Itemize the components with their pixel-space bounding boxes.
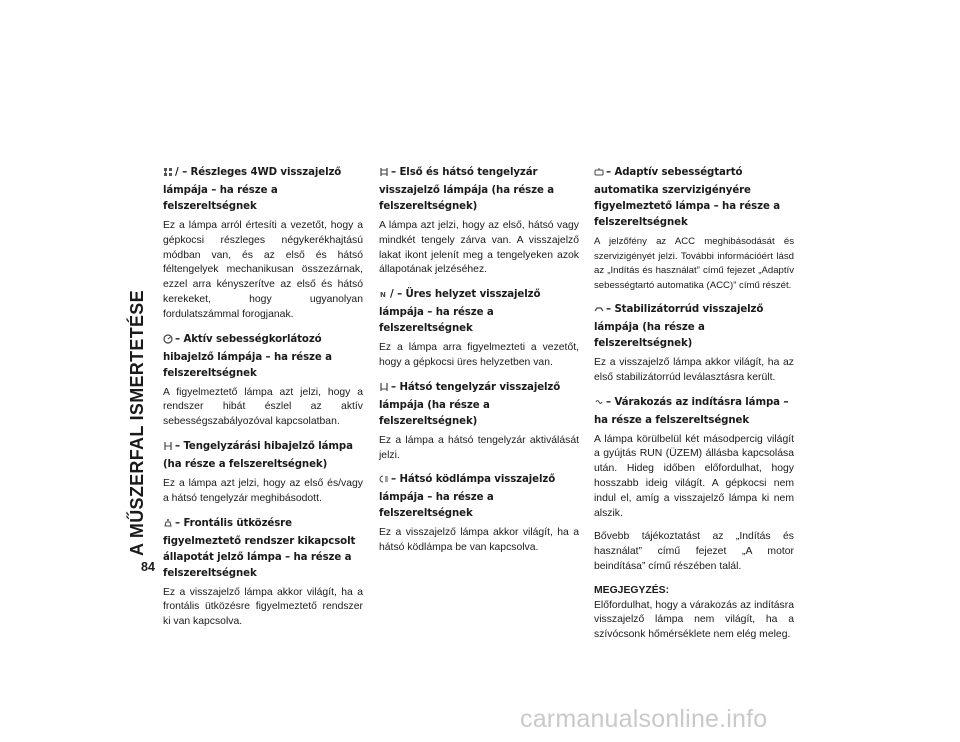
speed-limiter-fault-icon: [163, 334, 173, 350]
neutral-n-icon: [379, 289, 388, 305]
watermark: carmanualsonline.info: [520, 705, 768, 733]
note: [594, 584, 794, 643]
section-front-rear-axle-lock: [379, 165, 579, 278]
section-speed-limiter-fault: [163, 332, 363, 430]
section-body: Ez a visszajelző lámpa akkor világít, ha az első stabilizátorrúd leválasztásra került.: [594, 357, 794, 383]
forward-collision-off-icon: [163, 518, 173, 534]
note-text: Előfordulhat, hogy a várakozás az indításra visszajelző lámpa nem világít, ha a szívócsonk hőmérséklete nem elég meleg.: [594, 599, 794, 641]
rear-axle-lock-icon: [379, 382, 389, 398]
section-body: A lámpa azt jelzi, hogy az első, hátsó vagy mindkét tengely zárva van. A visszajelző lakat ikont jelenít meg a tengelyeken azok állapotának jelzéséhez.: [379, 220, 579, 276]
column-1: [163, 165, 363, 639]
section-heading: – Hátsó tengelyzár visszajelző lámpája (ha része a felszereltségnek): [379, 381, 561, 427]
wait-to-start-icon: [594, 397, 604, 413]
column-2: [379, 165, 579, 565]
section-heading: – Adaptív sebességtartó automatika szervizigényére figyelmeztető lámpa – ha része a felszereltségnek: [594, 167, 780, 228]
adaptive-cruise-service-icon: [594, 167, 604, 183]
section-rear-axle-lock: [379, 380, 579, 464]
section-body: Ez a lámpa a hátsó tengelyzár aktiválását jelzi.: [379, 434, 579, 461]
section-body: Ez a visszajelző lámpa akkor világít, ha a frontális ütközésre figyelmeztető rendszer ki van kapcsolva.: [163, 586, 363, 628]
axle-lock-fault-icon: [163, 441, 173, 457]
section-body: Ez a lámpa arról értesíti a vezetőt, hogy a gépkocsi részleges négykerékhajtású módban van, és az első és hátsó féltengelyek mechanikusan összezárnak, ezzel arra kényszerítve az első és hátsó kerekeket, hogy ugyanolyan fordulatszámmal forogjanak.: [163, 220, 363, 320]
page-number: 84: [141, 560, 155, 574]
section-heading: N / – Üres helyzet visszajelző lámpája – ha része a felszereltségnek: [379, 289, 541, 335]
section-body: Ez a lámpa azt jelzi, hogy az első és/vagy a hátsó tengelyzár meghibásodott.: [163, 477, 363, 504]
4wd-part-time-icon: [163, 167, 173, 183]
section-body: A jelzőfény az ACC meghibásodását és szervizigényét jelzi. További információért lásd az „Indítás és használat” című fejezet „Adaptív sebességtartó automatika (ACC)” című részét.: [594, 236, 794, 291]
section-body: Ez a lámpa arra figyelmezteti a vezetőt, hogy a gépkocsi üres helyzetben van.: [379, 342, 579, 368]
section-body: Bővebb tájékoztatást az „Indítás és használat” című fejezet „A motor beindítása” című részében talál.: [594, 531, 794, 572]
section-body: A lámpa körülbelül két másodpercig világít a gyújtás RUN (ÜZEM) állásba kapcsolása után. Hideg időben előfordulhat, hogy hosszabb ideig világít. A gépkocsi nem indul el, amíg a visszajelző lámpa ki nem alszik.: [594, 433, 794, 519]
rear-fog-lamp-icon: [379, 474, 389, 490]
section-forward-collision-off: [163, 516, 363, 630]
section-sway-bar: [594, 302, 794, 386]
section-heading: – Első és hátsó tengelyzár visszajelző lámpája (ha része a felszereltségnek): [379, 167, 554, 212]
section-wait-to-start: [594, 395, 794, 575]
section-neutral: [379, 287, 579, 371]
sway-bar-icon: [594, 304, 604, 320]
svg-text:N: N: [380, 291, 386, 300]
section-rear-fog-lamp: [379, 472, 579, 556]
section-axle-lock-fault: [163, 439, 363, 507]
section-heading: – Stabilizátorrúd visszajelző lámpája (ha része a felszereltségnek): [594, 304, 764, 349]
section-heading: / – Részleges 4WD visszajelző lámpája – ha része a felszereltségnek: [163, 167, 342, 212]
section-heading: – Hátsó ködlámpa visszajelző lámpája – ha része a felszereltségnek: [379, 474, 556, 520]
note-title: MEGJEGYZÉS:: [594, 584, 670, 596]
section-body: Ez a visszajelző lámpa akkor világít, ha a hátsó ködlámpa be van kapcsolva.: [379, 527, 579, 554]
section-body: A figyelmeztető lámpa azt jelzi, hogy a rendszer hibát észlel az aktív sebességszabályozóval kapcsolatban.: [163, 386, 363, 428]
section-adaptive-cruise-service: [594, 165, 794, 293]
section-heading: – Tengelyzárási hibajelző lámpa (ha része a felszereltségnek): [163, 440, 353, 470]
section-heading: – Frontális ütközésre figyelmeztető rendszer kikapcsolt állapotát jelző lámpa – ha része a felszereltségnek: [163, 517, 356, 579]
chapter-title: A MŰSZERFAL ISMERTETÉSE: [127, 290, 147, 556]
section-4wd-part-time: [163, 165, 363, 323]
column-3: [594, 165, 794, 652]
section-heading: – Várakozás az indításra lámpa – ha része a felszereltségnek: [594, 396, 789, 426]
front-rear-axle-lock-icon: [379, 167, 389, 183]
section-heading: – Aktív sebességkorlátozó hibajelző lámpája – ha része a felszereltségnek: [163, 333, 332, 379]
